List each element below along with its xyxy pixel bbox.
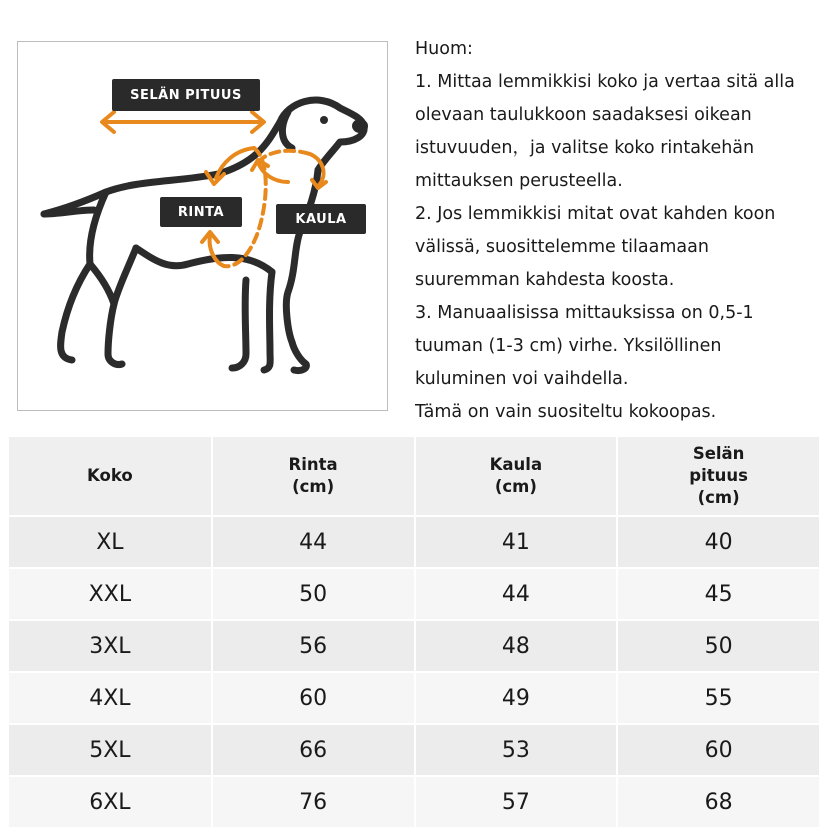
header-text: Rinta	[288, 455, 338, 474]
measurement-notes	[415, 33, 820, 429]
notes-line: välissä, suosittelemme tilaamaan	[415, 237, 709, 257]
cell-neck: 41	[415, 516, 618, 568]
notes-line: tuuman (1-3 cm) virhe. Yksilöllinen	[415, 336, 722, 356]
chest-label: RINTA	[160, 197, 242, 227]
cell-back-length: 40	[617, 516, 820, 568]
back-length-label: SELÄN PITUUS	[112, 79, 260, 111]
table-row	[9, 516, 820, 568]
cell-size: 4XL	[9, 672, 212, 724]
cell-chest: 56	[212, 620, 415, 672]
notes-line: suuremman kahdesta koosta.	[415, 270, 675, 290]
cell-back-length: 60	[617, 724, 820, 776]
dog-nose	[352, 119, 368, 133]
notes-line: 1. Mittaa lemmikkisi koko ja vertaa sitä alla	[415, 72, 795, 92]
cell-size: 5XL	[9, 724, 212, 776]
table-row	[9, 724, 820, 776]
cell-chest: 60	[212, 672, 415, 724]
notes-line: mittauksen perusteella.	[415, 171, 623, 191]
cell-neck: 48	[415, 620, 618, 672]
notes-line: Tämä on vain suositeltu kokoopas.	[415, 402, 717, 422]
cell-back-length: 55	[617, 672, 820, 724]
header-size	[9, 437, 212, 516]
notes-line: olevaan taulukkoon saadaksesi oikean	[415, 105, 752, 125]
cell-size: XXL	[9, 568, 212, 620]
dog-silhouette	[44, 100, 364, 370]
header-neck	[415, 437, 618, 516]
cell-chest: 66	[212, 724, 415, 776]
measurement-arrows	[102, 112, 326, 266]
cell-neck: 57	[415, 776, 618, 828]
cell-size: XL	[9, 516, 212, 568]
cell-size: 3XL	[9, 620, 212, 672]
table-row	[9, 568, 820, 620]
cell-chest: 44	[212, 516, 415, 568]
neck-dashed-loop	[258, 151, 310, 162]
cell-chest: 76	[212, 776, 415, 828]
table-row	[9, 776, 820, 828]
header-text: Selän	[692, 444, 745, 463]
neck-label: KAULA	[276, 204, 366, 234]
cell-back-length: 50	[617, 620, 820, 672]
notes-line: 3. Manuaalisissa mittauksissa on 0,5-1	[415, 303, 754, 323]
dog-eye	[320, 116, 328, 124]
table-header-row	[9, 437, 820, 516]
header-chest	[212, 437, 415, 516]
header-text: pituus	[689, 466, 748, 485]
cell-neck: 53	[415, 724, 618, 776]
cell-size: 6XL	[9, 776, 212, 828]
cell-neck: 49	[415, 672, 618, 724]
size-chart-table	[9, 437, 821, 829]
cell-back-length: 45	[617, 568, 820, 620]
table-row	[9, 620, 820, 672]
header-unit: (cm)	[292, 477, 335, 496]
cell-neck: 44	[415, 568, 618, 620]
dog-measurement-diagram	[17, 41, 388, 411]
header-back-length	[617, 437, 820, 516]
notes-line: kuluminen voi vaihdella.	[415, 369, 629, 389]
header-text: Kaula	[489, 455, 543, 474]
cell-back-length: 68	[617, 776, 820, 828]
cell-chest: 50	[212, 568, 415, 620]
notes-line: Huom:	[415, 39, 473, 59]
table-row	[9, 672, 820, 724]
header-unit: (cm)	[697, 488, 740, 507]
notes-line: istuvuuden，ja valitse koko rintakehän	[415, 138, 755, 158]
notes-line: 2. Jos lemmikkisi mitat ovat kahden koon	[415, 204, 776, 224]
header-unit: (cm)	[494, 477, 537, 496]
header-text: Koko	[87, 466, 133, 485]
